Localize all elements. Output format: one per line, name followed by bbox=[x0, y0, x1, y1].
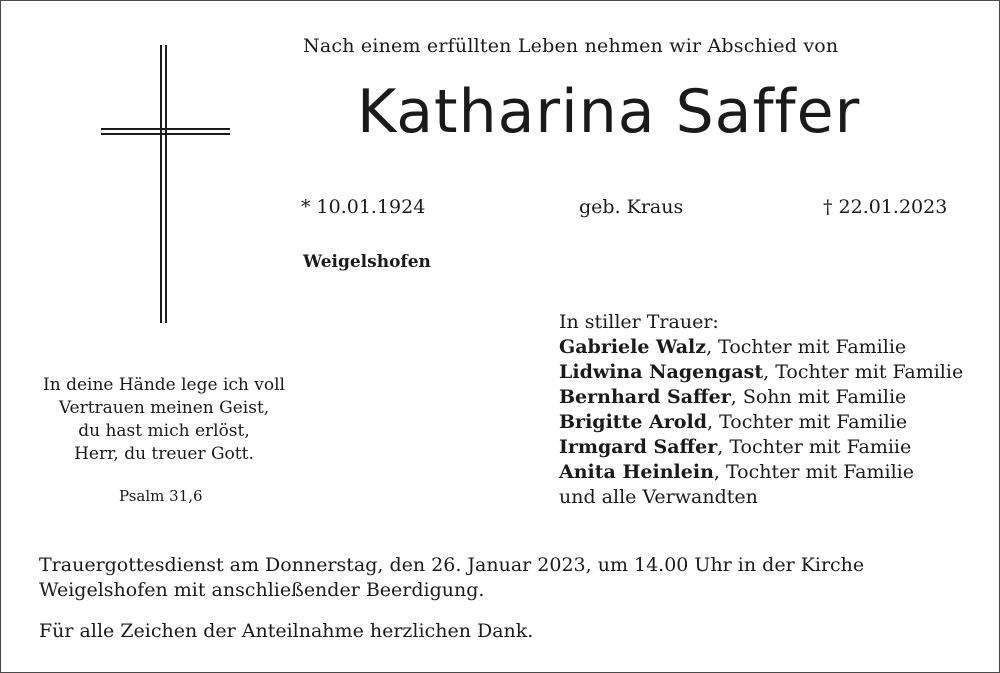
bible-verse bbox=[39, 374, 289, 466]
verse-line: Vertrauen meinen Geist, bbox=[58, 398, 270, 418]
mourner-row bbox=[559, 385, 963, 410]
intro-text: Nach einem erfüllten Leben nehmen wir Abschied von bbox=[303, 35, 839, 57]
mourner-row bbox=[559, 435, 963, 460]
maiden-name: geb. Kraus bbox=[579, 196, 684, 218]
mourner-name: Anita Heinlein bbox=[559, 461, 714, 483]
mourner-relation: , Tochter mit Familie bbox=[706, 411, 908, 433]
mourner-row bbox=[559, 460, 963, 485]
verse-line: In deine Hände lege ich voll bbox=[43, 375, 285, 395]
mourner-name: Brigitte Arold bbox=[559, 411, 707, 433]
cross-icon-vertical-bar bbox=[160, 45, 167, 323]
cross-icon-horizontal-bar bbox=[101, 128, 230, 135]
hometown: Weigelshofen bbox=[303, 252, 431, 272]
mourner-name: Irmgard Saffer bbox=[559, 436, 718, 458]
mourners-heading: In stiller Trauer: bbox=[559, 311, 719, 333]
service-line: Weigelshofen mit anschließender Beerdigung. bbox=[39, 579, 485, 601]
funeral-service-info bbox=[39, 553, 959, 603]
mourner-relation: , Tochter mit Famiie bbox=[717, 436, 912, 458]
mourner-relation: , Tochter mit Familie bbox=[706, 336, 907, 358]
mourner-row bbox=[559, 335, 963, 360]
mourner-row bbox=[559, 360, 963, 385]
mourners-list bbox=[559, 310, 963, 510]
mourner-name: Bernhard Saffer bbox=[559, 386, 731, 408]
mourner-relation: , Tochter mit Familie bbox=[763, 361, 964, 383]
death-date: † 22.01.2023 bbox=[823, 196, 948, 218]
mourners-closing: und alle Verwandten bbox=[559, 486, 758, 508]
verse-line: Herr, du treuer Gott. bbox=[74, 444, 254, 464]
service-line: Trauergottesdienst am Donnerstag, den 26. Januar 2023, um 14.00 Uhr in der Kirche bbox=[39, 554, 865, 576]
verse-line: du hast mich erlöst, bbox=[78, 421, 250, 441]
thanks-note: Für alle Zeichen der Anteilnahme herzlichen Dank. bbox=[39, 620, 534, 642]
deceased-name: Katharina Saffer bbox=[357, 77, 861, 147]
mourner-row bbox=[559, 410, 963, 435]
mourner-name: Lidwina Nagengast bbox=[559, 361, 764, 383]
mourner-relation: , Tochter mit Familie bbox=[713, 461, 914, 483]
mourner-relation: , Sohn mit Familie bbox=[730, 386, 907, 408]
mourner-name: Gabriele Walz bbox=[559, 336, 707, 358]
birth-date: * 10.01.1924 bbox=[301, 196, 426, 218]
verse-reference: Psalm 31,6 bbox=[119, 487, 203, 505]
